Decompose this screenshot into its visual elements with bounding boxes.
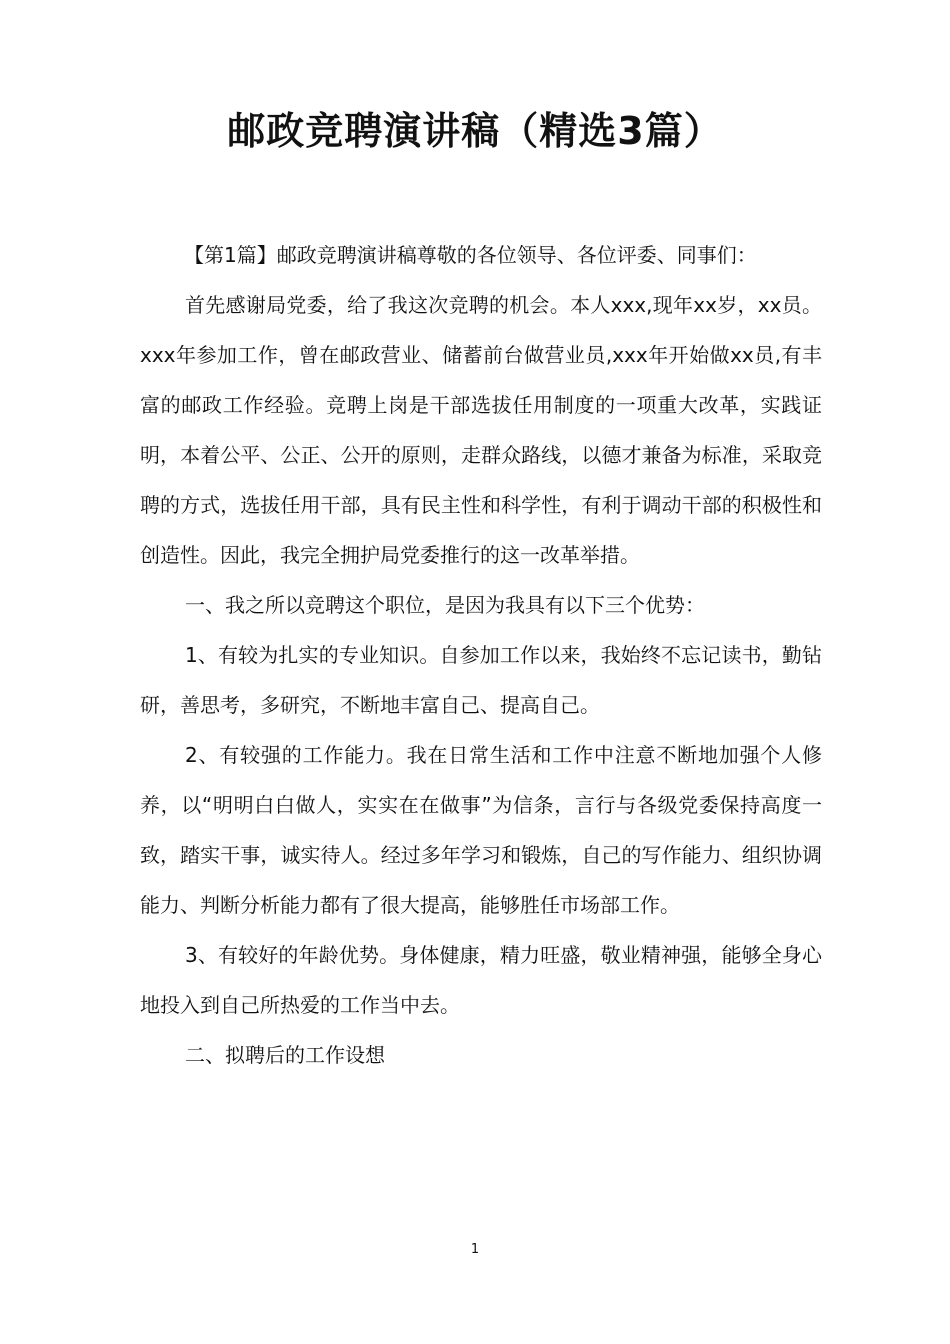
- paragraph-advantage-one: 1、有较为扎实的专业知识。自参加工作以来，我始终不忘记读书，勤钻研，善思考，多研究，不断地丰富自己、提高自己。: [140, 643, 822, 717]
- page-number: 1: [470, 1242, 480, 1257]
- document-title: 邮政竞聘演讲稿（精选3篇）: [227, 109, 723, 153]
- paragraph-section-two: 二、拟聘后的工作设想: [185, 1043, 385, 1067]
- paragraph-advantage-two: 2、有较强的工作能力。我在日常生活和工作中注意不断地加强个人修养，以“明明白白做人，实实在在做事”为信条，言行与各级党委保持高度一致，踏实干事，诚实待人。经过多年学习和锻炼，自己的写作能力、组织协调能力、判断分析能力都有了很大提高，能够胜任市场部工作。: [140, 743, 822, 917]
- paragraph-intro: 【第1篇】邮政竞聘演讲稿尊敬的各位领导、各位评委、同事们：: [184, 243, 757, 267]
- paragraph-opening: 首先感谢局党委，给了我这次竞聘的机会。本人xxx,现年xx岁，xx员。xxx年参加工作，曾在邮政营业、储蓄前台做营业员,xxx年开始做xx员,有丰富的邮政工作经验。竞聘上岗是干部选拔任用制度的一项重大改革，实践证明，本着公平、公正、公开的原则，走群众路线，以德才兼备为标准，采取竞聘的方式，选拔任用干部，具有民主性和科学性，有利于调动干部的积极性和创造性。因此，我完全拥护局党委推行的这一改革举措。: [140, 293, 822, 567]
- paragraph-section-one: 一、我之所以竞聘这个职位，是因为我具有以下三个优势：: [185, 593, 705, 617]
- document-body: [140, 230, 822, 1080]
- paragraph-advantage-three: 3、有较好的年龄优势。身体健康，精力旺盛，敬业精神强，能够全身心地投入到自己所热爱的工作当中去。: [140, 943, 822, 1017]
